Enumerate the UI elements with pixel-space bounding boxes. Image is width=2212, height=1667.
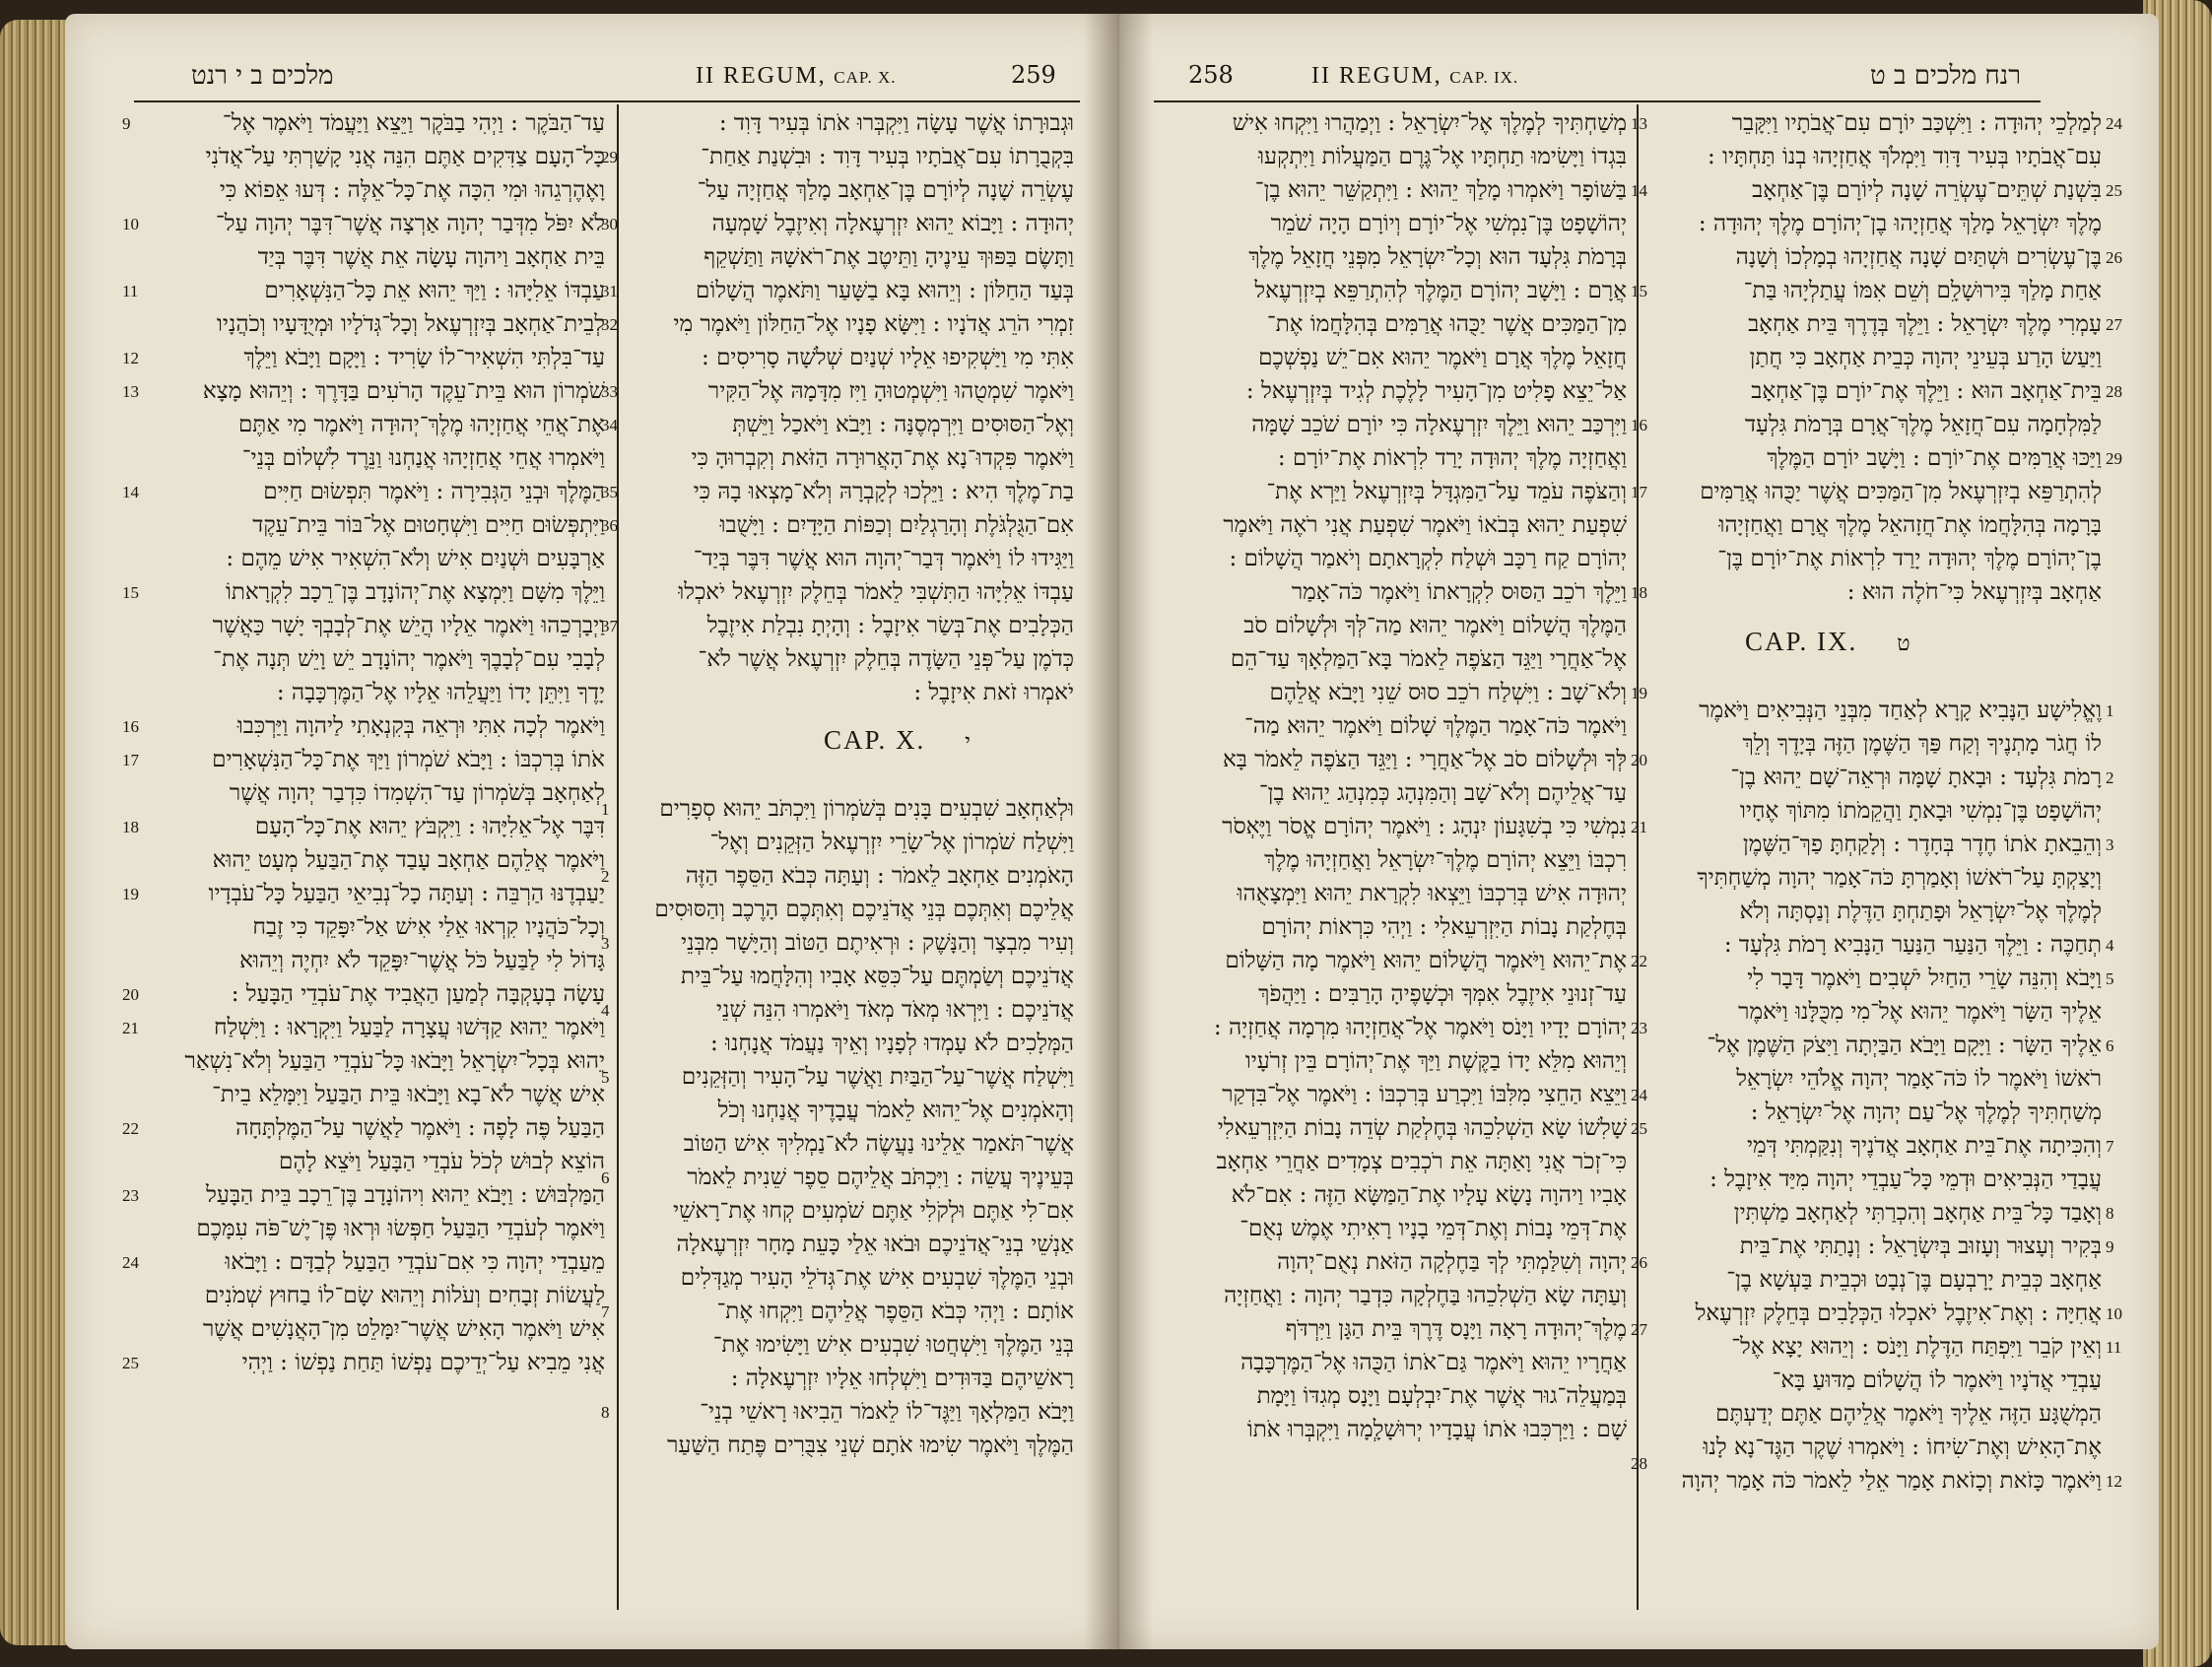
text-line: וַיַּכּוּ אֲרַמִּים אֶת־יוֹרָם : וַיָּשָׁב יוֹרָם הַמֶּלֶךְ <box>1767 445 2102 471</box>
verse-number: 31 <box>601 282 618 300</box>
text-line: זִמְרִי הֹרֵג אֲדֹנָיו : וַיִּשָּׂא פָנָיו אֶל־הַחַלּוֹן וַיֹּאמֶר מִי <box>673 311 1074 337</box>
text-line: מֶלֶךְ יִשְׂרָאֵל מָלַךְ אֲחַזְיָהוּ בֶן־יְהוֹרָם מֶלֶךְ יְהוּדָה : <box>1698 211 2102 236</box>
text-line: כִּי־זְכֹר אֲנִי וָאַתָּה אֵת רֹכְבִים צְמָדִים אַחֲרֵי אַחְאָב <box>1216 1149 1627 1174</box>
text-line: הַבַּעַל פֶּה לָפֶה : וַיֹּאמֶר לַאֲשֶׁר עַל־הַמֶּלְתָּחָה <box>235 1115 605 1141</box>
verse-number: 7 <box>2106 1137 2114 1156</box>
verse-number: 34 <box>601 416 618 434</box>
verse-number: 19 <box>122 885 139 903</box>
text-line: בֵּית אַחְאָב וַיהוָה עָשָׂה אֵת אֲשֶׁר דִּבֶּר בְּיַד <box>257 244 605 270</box>
text-line: מֶלֶךְ־יְהוּדָה רָאָה וַיָּנָס דֶּרֶךְ בֵּית הַגָּן וַיִּרְדֹּף <box>1285 1316 1627 1342</box>
text-line: אַחְאָב כְּבֵית יָרָבְעָם בֶּן־נְבָט וּכְבֵית בַּעְשָׁא בֶן־ <box>1726 1267 2102 1293</box>
right-page-number: 258 <box>1188 61 1234 89</box>
verse-number: 18 <box>1631 583 1647 602</box>
verse-number: 25 <box>1631 1119 1647 1138</box>
text-line: הַמְּלָכִים לֹא עָמְדוּ לְפָנָיו וְאֵיךְ נַעֲמֹד אֲנָחְנוּ : <box>710 1031 1074 1056</box>
text-line: הַמֶּלֶךְ הֲשָׁלוֹם וַיֹּאמֶר יֵהוּא מַה־לְּךָ וּלְשָׁלוֹם סֹב <box>1243 613 1627 638</box>
left-chapter-hebrew-mark: י <box>965 730 973 755</box>
left-header-hebrew-text: מלכים ב י רנט <box>191 61 334 91</box>
verse-number: 13 <box>122 382 139 401</box>
text-line: וַאֲחַזְיָה מֶלֶךְ יְהוּדָה יָרַד לִרְאוֹת אֶת־יוֹרָם : <box>1277 445 1627 471</box>
text-line: בִּקְבֻרָתוֹ עִם־אֲבֹתָיו בְּעִיר דָּוִד : וּבִשְׁנַת אַחַת־ <box>701 144 1074 169</box>
left-chapter-heading <box>824 725 972 756</box>
text-line: לַמִּלְחָמָה עִם־חֲזָאֵל מֶלֶךְ־אֲרָם בְּרָמֹת גִּלְעָד <box>1744 412 2102 437</box>
text-line: יַעַבְדֶנּוּ הַרְבֵּה : וְעַתָּה כָל־נְבִיאֵי הַבַּעַל כָּל־עֹבְדָיו <box>208 881 605 906</box>
text-line: יְהוּדָה : וַיָּבוֹא יֵהוּא יִזְרְעֶאלָה וְאִיזֶבֶל שָׁמְעָה <box>711 211 1074 236</box>
verse-number: 9 <box>2106 1237 2114 1256</box>
text-line: וַיֹּאמֶר שִׁמְטֻהוּ וַיִּשְׁמְטוּהָ וַיִּז מִדָּמָהּ אֶל־הַקִּיר <box>707 378 1074 404</box>
text-line: וַיֹּאמְרוּ אֲחֵי אֲחַזְיָהוּ אֲנַחְנוּ וַנֵּרֶד לִשְׁלוֹם בְּנֵי־ <box>241 445 605 471</box>
text-line: עַד־הַבֹּקֶר : וַיְהִי בַבֹּקֶר וַיֵּצֵא וַיַּעֲמֹד וַיֹּאמֶר אֶל־ <box>222 110 605 136</box>
verse-number: 15 <box>1631 282 1647 300</box>
text-line: שֹׁמְרוֹן הוּא בֵּית־עֵקֶד הָרֹעִים בַּדָּרֶךְ : וְיֵהוּא מָצָא <box>202 378 605 404</box>
text-line: וַיִּשְׁלַח שֹׁמְרוֹן אֶל־שָׂרֵי יִזְרְעֶאל הַזְּקֵנִים וְאֶל־ <box>709 830 1074 855</box>
verse-number: 33 <box>601 382 618 401</box>
verse-number: 23 <box>122 1186 139 1205</box>
text-line: גָּדוֹל לִי לַבַּעַל כֹּל אֲשֶׁר־יִפָּקֵד לֹא יִחְיֶה וְיֵהוּא <box>239 948 605 973</box>
text-line: הַמֶּלֶךְ וּבְנֵי הַגְּבִירָה : וַיֹּאמֶר תִּפְשׂוּם חַיִּים <box>263 479 605 504</box>
text-line: אֶת־דְּמֵי נָבוֹת וְאֶת־דְּמֵי בָנָיו רָאִיתִי אֶמֶשׁ נְאֻם־ <box>1240 1216 1627 1241</box>
verse-number: 14 <box>1631 181 1647 200</box>
verse-number: 26 <box>2106 248 2122 267</box>
text-line: וַיִּרְכַּב יֵהוּא וַיֵּלֶךְ יִזְרְעֶאלָה כִּי יוֹרָם שֹׁכֵב שָׁמָּה <box>1251 412 1627 437</box>
text-line: וַיֵּצֵא הַחֵצִי מִלִּבּוֹ וַיִּכְרַע בְּרִכְבּוֹ : וַיֹּאמֶר אֶל־בִּדְקַר <box>1222 1082 1627 1107</box>
verse-number: 27 <box>2106 315 2122 334</box>
verse-number: 25 <box>122 1354 139 1372</box>
right-header-cap: CAP. IX. <box>1449 68 1519 87</box>
verse-number: 24 <box>122 1253 139 1272</box>
text-line: עָמְרִי מֶלֶךְ יִשְׂרָאֵל : וַיֵּלֶךְ בְּדֶרֶךְ בֵּית אַחְאָב <box>1748 311 2102 337</box>
text-line: נִמְשִׁי כִּי בְשִׁגָּעוֹן יִנְהָג : וַיֹּאמֶר יְהוֹרָם אֱסֹר וַיֶּאְסֹר <box>1222 814 1627 839</box>
text-line: אֶל־אַחֲרָי וַיַּגֵּד הַצֹּפֶה לֵאמֹר בָּא־הַמַּלְאָךְ עַד־הֵם <box>1230 646 1627 672</box>
verse-number: 20 <box>122 985 139 1004</box>
text-line: אִם־לִי אַתֶּם וּלְקֹלִי אַתֶּם שֹׁמְעִים קְחוּ אֶת־רָאשֵׁי <box>673 1198 1074 1224</box>
left-header-title <box>696 61 972 100</box>
text-line: יֹאמְרוּ זֹאת אִיזָבֶל : <box>913 680 1074 705</box>
verse-number: 32 <box>601 315 618 334</box>
verse-number: 26 <box>1631 1253 1647 1272</box>
verse-number: 4 <box>2106 936 2114 955</box>
right-header-rule <box>1154 100 2041 102</box>
text-line: וְהַצֹּפֶה עֹמֵד עַל־הַמִּגְדָּל בְּיִזְרְעֶאל וַיַּרְא אֶת־ <box>1266 479 1627 504</box>
text-line: וְהָאֹמְנִים אֶל־יֵהוּא לֵאמֹר עֲבָדֶיךָ אֲנַחְנוּ וְכֹל <box>717 1098 1074 1123</box>
verse-number: 16 <box>122 717 139 736</box>
verse-number: 10 <box>2106 1304 2122 1323</box>
text-line: אֲדֹנֵיכֶם וְשַׂמְתֶּם עַל־כִּסֵּא אָבִיו וְהִלָּחֲמוּ עַל־בֵּית <box>681 964 1074 989</box>
verse-number: 21 <box>1631 818 1647 836</box>
text-line: אוֹתָם : וַיְהִי כְּבֹא הַסֵּפֶר אֲלֵיהֶם וַיִּקְחוּ אֶת־ <box>716 1299 1074 1324</box>
text-line: עֲבָדַי הַנְּבִיאִים וּדְמֵי כָּל־עַבְדֵי יְהוָה מִיַּד אִיזָבֶל : <box>1709 1167 2102 1192</box>
right-inner-column <box>1164 106 1627 1584</box>
text-line: שָׁם : וַיַּרְכִּבוּ אֹתוֹ עֲבָדָיו יְרוּשָׁלְָמָה וַיִּקְבְּרוּ אֹתוֹ <box>1246 1417 1627 1442</box>
text-line: וַיֹּאמֶר פִּקְדוּ־נָא אֶת־הָאֲרוּרָה הַזֹּאת וְקִבְרוּהָ כִּי <box>691 445 1074 471</box>
text-line: עַד־זְנוּנֵי אִיזֶבֶל אִמְּךָ וּכְשָׁפֶיהָ הָרַבִּים : וַיַּהֲפֹךְ <box>1258 981 1627 1007</box>
text-line: דִּבֶּר אֶל־אֵלִיָּהוּ : וַיִּקְבֹּץ יֵהוּא אֶת־כָּל־הָעָם <box>254 814 605 839</box>
text-line: וְאָבַד כָּל־בֵּית אַחְאָב וְהִכְרַתִּי לְאַחְאָב מַשְׁתִּין <box>1733 1200 2102 1226</box>
text-line: תְחַכֶּה : וַיֵּלֶךְ הַנַּעַר הַנַּעַר הַנָּבִיא רָמֹת גִּלְעָד : <box>1723 932 2102 958</box>
verse-number: 25 <box>2106 181 2122 200</box>
right-column-divider <box>1637 104 1639 1610</box>
text-line: יְהוָה וְשִׁלַּמְתִּי לְךָ בַּחֶלְקָה הַזֹּאת נְאֻם־יְהוָה <box>1277 1249 1627 1275</box>
verse-number: 2 <box>2106 768 2114 787</box>
text-line: רִכְבּוֹ וַיֵּצֵא יְהוֹרָם מֶלֶךְ־יִשְׂרָאֵל וַאֲחַזְיָהוּ מֶלֶךְ <box>1264 847 1627 873</box>
text-line: וַתָּשֶׂם בַּפּוּךְ עֵינֶיהָ וַתֵּיטֶב אֶת־רֹאשָׁהּ וַתַּשְׁקֵף <box>704 244 1074 270</box>
text-line: וְכָל־כֹּהֲנָיו קִרְאוּ אֵלַי אִישׁ אַל־יִפָּקֵד כִּי זֶבַח <box>252 914 605 940</box>
verse-number: 24 <box>1631 1086 1647 1104</box>
verse-number: 30 <box>601 215 618 233</box>
verse-number: 16 <box>1631 416 1647 434</box>
text-line: אֵלֶיךָ הַשָּׂר וַיֹּאמֶר יֵהוּא אֶל־מִי מִכֻּלָּנוּ וַיֹּאמֶר <box>1738 999 2102 1025</box>
text-line: וְאֶל־הַסּוּסִים וַיִּרְמְסֶנָּה : וַיָּבֹא וַיֹּאכַל וַיֵּשְׁתְּ <box>732 412 1074 437</box>
left-inner-column-top <box>629 106 1074 717</box>
text-line: אֲנִי מֵבִיא עַל־יְדֵיכֶם נַפְשׁוֹ תַּחַת נַפְשׁוֹ : וַיְהִי <box>241 1350 605 1375</box>
text-line: אִישׁ וַיֹּאמֶר הָאִישׁ אֲשֶׁר־יִמָּלֵט מִן־הָאֲנָשִׁים אֲשֶׁר <box>202 1316 605 1342</box>
text-line: אֵלֶיךָ הַשָּׂר : וַיָּקָם וַיָּבֹא הַבַּיְתָה וַיִּצֹק הַשֶּׁמֶן אֶל־ <box>1707 1033 2102 1058</box>
text-line: אֲרָם : וַיָּשָׁב יְהוֹרָם הַמֶּלֶךְ לְהִתְרַפֵּא בְיִזְרְעֶאל <box>1254 278 1627 303</box>
verse-number: 36 <box>601 516 618 535</box>
text-line: בֶּן־עֶשְׂרִים וּשְׁתַּיִם שָׁנָה אֲחַזְיָהוּ בְמָלְכוֹ וְשָׁנָה <box>1735 244 2102 270</box>
text-line: וַיַּעַשׂ הָרַע בְּעֵינֵי יְהוָה כְּבֵית אַחְאָב כִּי חֲתַן <box>1749 345 2102 370</box>
text-line: וַיִּתְפְּשׂוּם חַיִּים וַיִּשְׁחָטוּם אֶל־בּוֹר בֵּית־עֵקֶד <box>252 512 605 538</box>
text-line: שָׁלִשׁוֹ שָׂא הַשְׁלִכֵהוּ בְּחֶלְקַת שְׂדֵה נָבוֹת הַיִּזְרְעֵאלִי <box>1217 1115 1627 1141</box>
text-line: עֶשְׂרֵה שָׁנָה לְיוֹרָם בֶּן־אַחְאָב מָלַךְ אֲחַזְיָה עַל־ <box>697 177 1074 203</box>
text-line: אָבִיו וַיהוָה נָשָׂא עָלָיו אֶת־הַמַּשָּׂא הַזֶּה : אִם־לֹא <box>1231 1182 1627 1208</box>
verse-number: 17 <box>1631 483 1647 501</box>
text-line: וַיֵּלֶךְ מִשָּׁם וַיִּמְצָא אֶת־יְהוֹנָדָב בֶּן־רֵכָב לִקְרָאתוֹ <box>225 579 605 605</box>
right-header-hebrew-text: רנח מלכים ב ט <box>1870 61 2021 91</box>
text-line: וּגְבוּרָתוֹ אֲשֶׁר עָשָׂה וַיִּקְבְּרוּ אֹתוֹ בְּעִיר דָּוִד : <box>718 110 1074 136</box>
right-header-hebrew <box>1804 61 2021 100</box>
text-line: לְהִתְרַפֵּא בְיִזְרְעֶאל מִן־הַמַּכִּים אֲשֶׁר יַכֻּהוּ אֲרַמִּים <box>1700 479 2102 504</box>
verse-number: 3 <box>601 934 610 953</box>
text-line: וְיֵהוּא מִלֵּא יָדוֹ בַקֶּשֶׁת וַיַּךְ אֶת־יְהוֹרָם בֵּין זְרֹעָיו <box>1244 1048 1627 1074</box>
text-line: וְעַתָּה שָׂא הַשְׁלִכֵהוּ בַּחֶלְקָה כִּדְבַר יְהוָה : וַאֲחַזְיָה <box>1224 1283 1627 1308</box>
verse-number: 22 <box>1631 952 1647 970</box>
verse-number: 5 <box>2106 969 2114 988</box>
text-line: וַיֹּאמֶר כָּזֹאת וְכָזֹאת אָמַר אֵלַי לֵאמֹר כֹּה אָמַר יְהוָה <box>1681 1468 2102 1494</box>
text-line: אֹתוֹ בְּרִכְבּוֹ : וַיָּבֹא שֹׁמְרוֹן וַיַּךְ אֶת־כָּל־הַנִּשְׁאָרִים <box>212 747 605 772</box>
text-line: הַמַּלְבּוּשׁ : וַיָּבֹא יֵהוּא וִיהוֹנָדָב בֶּן־רֵכָב בֵּית הַבָּעַל <box>206 1182 605 1208</box>
verse-number: 37 <box>601 617 618 635</box>
verse-number: 19 <box>1631 684 1647 702</box>
text-line: וַיַּגִּידוּ לוֹ וַיֹּאמֶר דְּבַר־יְהוָה הוּא אֲשֶׁר דִּבֶּר בְּיַד־ <box>693 546 1074 571</box>
text-line: בְּרָמֹת גִּלְעָד הוּא וְכָל־יִשְׂרָאֵל מִפְּנֵי חֲזָאֵל מֶלֶךְ <box>1248 244 1627 270</box>
text-line: וַיֹּאמֶר לְעֹבְדֵי הַבַּעַל חַפְּשׂוּ וּרְאוּ פֶּן־יֶשׁ־פֹּה עִמָּכֶם <box>196 1216 605 1241</box>
verse-number: 23 <box>1631 1019 1647 1037</box>
verse-number: 8 <box>2106 1204 2114 1223</box>
verse-number: 29 <box>601 148 618 167</box>
text-line: וַיֹּאמֶר כֹּה־אָמַר הַמֶּלֶךְ שָׁלוֹם וַיֹּאמֶר יֵהוּא מַה־ <box>1244 713 1627 739</box>
text-line: בַּשּׁוֹפָר וַיֹּאמְרוּ מָלַךְ יֵהוּא : וַיִּתְקַשֵּׁר יֵהוּא בֶן־ <box>1254 177 1627 203</box>
text-line: בְּקִיר וְעָצוּר וְעָזוּב בְּיִשְׂרָאֵל : וְנָתַתִּי אֶת־בֵּית <box>1739 1234 2102 1259</box>
verse-number: 29 <box>2106 449 2122 468</box>
text-line: יְהוּדָה אִישׁ בְּרִכְבּוֹ וַיֵּצְאוּ לִקְרַאת יֵהוּא וַיִּמְצָאֻהוּ <box>1237 881 1627 906</box>
right-outer-column-top <box>1648 106 2102 619</box>
left-page-number: 259 <box>1011 61 1056 89</box>
text-line: וַיֵּלֶךְ רֹכֵב הַסּוּס לִקְרָאתוֹ וַיֹּאמֶר כֹּה־אָמַר <box>1291 579 1627 605</box>
text-line: שִׁפְעַת יֵהוּא בְּבֹאוֹ וַיֹּאמֶר שִׁפְעַת אֲנִי רֹאֶה וַיֹּאמֶר <box>1223 512 1627 538</box>
verse-number: 20 <box>1631 751 1647 769</box>
text-line: יְהוֹרָם יָדָיו וַיָּנֹס וַיֹּאמֶר אֶל־אֲחַזְיָהוּ מִרְמָה אֲחַזְיָה : <box>1213 1015 1627 1040</box>
left-inner-column-bottom <box>629 792 1074 1472</box>
text-line: בְּחֶלְקַת נָבוֹת הַיִּזְרְעֵאלִי : וַיְהִי כִּרְאוֹת יְהוֹרָם <box>1261 914 1627 940</box>
text-line: עַבְדּוֹ אֵלִיָּהוּ : וַיַּךְ יֵהוּא אֵת כָּל־הַנִּשְׁאָרִים <box>264 278 605 303</box>
text-line: רֹאשׁוֹ וַיֹּאמֶר לוֹ כֹּה־אָמַר יְהוָה אֱלֹהֵי יִשְׂרָאֵל <box>1736 1066 2102 1092</box>
text-line: עִם־אֲבֹתָיו בְּעִיר דָּוִד וַיִּמְלֹךְ אֲחַזְיָהוּ בְנוֹ תַּחְתָּיו : <box>1708 144 2102 169</box>
text-line: לְמַלְכֵי יְהוּדָה : וַיִּשְׁכַּב יוֹרָם עִם־אֲבֹתָיו וַיִּקָּבֵר <box>1731 110 2102 136</box>
text-line: אִישׁ אֲשֶׁר לֹא־בָא וַיָּבֹאוּ בֵּית הַבַּעַל וַיִּמָּלֵא בֵית־ <box>212 1082 605 1107</box>
text-line: בְּמַעֲלֵה־גוּר אֲשֶׁר אֶת־יִבְלְעָם וַיָּנָס מְגִדּוֹ וַיָּמָת <box>1256 1383 1627 1409</box>
text-line: עָשָׂה בְעָקְבָּה לְמַעַן הַאֲבִיד אֶת־עֹבְדֵי הַבָּעַל : <box>231 981 605 1007</box>
text-line: וּבְנֵי הַמֶּלֶךְ שִׁבְעִים אִישׁ אֶת־גְּדֹלֵי הָעִיר מְגַדְּלִים <box>680 1265 1074 1291</box>
text-line: לֹא יִפֹּל מִדְּבַר יְהוָה אַרְצָה אֲשֶׁר־דִּבֶּר יְהוָה עַל־ <box>216 211 605 236</box>
text-line: עַד־בִּלְתִּי הִשְׁאִיר־לוֹ שָׂרִיד : וַיָּקָם וַיָּבֹא וַיֵּלֶךְ <box>243 345 605 370</box>
text-line: אֲשֶׁר־תֹּאמַר אֵלֵינוּ נַעֲשֶׂה לֹא־נַמְלִיךְ אִישׁ הַטּוֹב <box>683 1131 1074 1157</box>
text-line: הוֹצֵא לְבוּשׁ לְכֹל עֹבְדֵי הַבָּעַל וַיֹּצֵא לָהֶם <box>279 1149 605 1174</box>
text-line: אֲלֵיכֶם וְאִתְּכֶם בְּנֵי אֲדֹנֵיכֶם וְאִתְּכֶם הָרֶכֶב וְהַסּוּסִים <box>654 897 1074 922</box>
left-header-hebrew <box>191 61 388 100</box>
text-line: בְּעֵינֶיךָ עֲשֵׂה : וַיִּכְתֹּב אֲלֵיהֶם סֵפֶר שֵׁנִית לֵאמֹר <box>687 1165 1074 1190</box>
text-line: חֲזָאֵל מֶלֶךְ אֲרָם וַיֹּאמֶר יֵהוּא אִם־יֵשׁ נַפְשְׁכֶם <box>1258 345 1627 370</box>
verse-number: 18 <box>122 818 139 836</box>
text-line: אַחֲרָיו יֵהוּא וַיֹּאמֶר גַּם־אֹתוֹ הַכֻּהוּ אֶל־הַמֶּרְכָּבָה <box>1240 1350 1627 1375</box>
text-line: וַיֹּאמֶר לְכָה אִתִּי וּרְאֵה בְּקִנְאָתִי לַיהוָה וַיַּרְכִּבוּ <box>236 713 605 739</box>
text-line: לְבֵית־אַחְאָב בְּיִזְרְעֶאל וְכָל־גְּדֹלָיו וּמְיֻדָּעָיו וְכֹהֲנָיו <box>217 311 605 337</box>
text-line: בַת־מֶלֶךְ הִיא : וַיֵּלְכוּ לְקָבְרָהּ וְלֹא־מָצְאוּ בָהּ כִּי <box>693 479 1074 504</box>
text-line: וְיָצַקְתָּ עַל־רֹאשׁוֹ וְאָמַרְתָּ כֹּה־אָמַר יְהוָה מְשַׁחְתִּיךָ <box>1697 865 2102 891</box>
text-line: וְאֵין קֹבֵר וַיִּפְתַּח הַדֶּלֶת וַיָּנֹס : וְיֵהוּא יָצָא אֶל־ <box>1731 1334 2102 1360</box>
verse-number: 28 <box>2106 382 2122 401</box>
right-header-title <box>1311 61 1607 100</box>
verse-number: 2 <box>601 867 610 886</box>
verse-number: 28 <box>1631 1454 1647 1473</box>
verse-number: 15 <box>122 583 139 602</box>
text-line: אֶת־יֵהוּא וַיֹּאמֶר הֲשָׁלוֹם יֵהוּא וַיֹּאמֶר מָה הַשָּׁלוֹם <box>1225 948 1627 973</box>
text-line: לַעֲשׂוֹת זְבָחִים וְעֹלוֹת וְיֵהוּא שָׂם־לוֹ בַחוּץ שְׁמֹנִים <box>204 1283 605 1308</box>
text-line: אַל־יֵצֵא פָלִיט מִן־הָעִיר לָלֶכֶת לְגִיד בְּיִזְרְעֶאל : <box>1245 378 1627 404</box>
verse-number: 8 <box>601 1403 610 1422</box>
text-line: אַנְשֵׁי בְנֵי־אֲדֹנֵיכֶם וּבֹאוּ אֵלַי כָּעֵת מָחָר יִזְרְעֶאלָה <box>676 1232 1074 1257</box>
text-line: וֶאֱלִישָׁע הַנָּבִיא קָרָא לְאַחַד מִבְּנֵי הַנְּבִיאִים וַיֹּאמֶר <box>1699 698 2102 723</box>
right-chapter-heading-text: CAP. IX. <box>1745 627 1858 656</box>
text-line: יְהוֹשָׁפָט בֶּן־נִמְשִׁי אֶל־יוֹרָם וְיוֹרָם הָיָה שֹׁמֵר <box>1270 211 1627 236</box>
text-line: כְּדֹמֶן עַל־פְּנֵי הַשָּׂדֶה בְּחֵלֶק יִזְרְעֶאל אֲשֶׁר לֹא־ <box>698 646 1074 672</box>
text-line: וְהִכִּיתָה אֶת־בֵּית אַחְאָב אֲדֹנֶיךָ וְנִקַּמְתִּי דְּמֵי <box>1746 1133 2102 1159</box>
text-line: בֵּית־אַחְאָב הוּא : וַיֵּלֶךְ אֶת־יוֹרָם בֶּן־אַחְאָב <box>1751 378 2102 404</box>
text-line: עַד־אֲלֵיהֶם וְלֹא־שָׁב וְהַמִּנְהָג כְּמִנְהַג יֵהוּא בֶן־ <box>1258 780 1627 806</box>
verse-number: 35 <box>601 483 618 501</box>
verse-number: 7 <box>601 1302 610 1321</box>
text-line: וַיִּשְׁלַח אֲשֶׁר־עַל־הַבַּיִת וַאֲשֶׁר עַל־הָעִיר וְהַזְּקֵנִים <box>681 1064 1074 1090</box>
text-line: וְהֵבֵאתָ אֹתוֹ חֶדֶר בְּחָדֶר : וְלָקַחְתָּ פַךְ־הַשֶּׁמֶן <box>1742 832 2102 857</box>
text-line: וַיְבָרְכֵהוּ וַיֹּאמֶר אֵלָיו הֲיֵשׁ אֶת־לְבָבְךָ יָשָׁר כַּאֲשֶׁר <box>212 613 605 638</box>
text-line: וְלֹא־שָׁב : וַיִּשְׁלַח רֹכֵב סוּס שֵׁנִי וַיָּבֹא אֲלֵהֶם <box>1269 680 1627 705</box>
text-line: לוֹ חֲגֹר מָתְנֶיךָ וְקַח פַּךְ הַשֶּׁמֶן הַזֶּה בְּיָדֶךָ וְלֵךְ <box>1742 731 2102 757</box>
text-line: וּלְאַחְאָב שִׁבְעִים בָּנִים בְּשֹׁמְרוֹן וַיִּכְתֹּב יֵהוּא סְפָרִים <box>659 796 1074 822</box>
verse-number: 21 <box>122 1019 139 1037</box>
text-line: מֵעַבְדֵי יְהוָה כִּי אִם־עֹבְדֵי הַבַּעַל לְבַדָּם : וַיָּבֹאוּ <box>225 1249 605 1275</box>
verse-number: 13 <box>1631 114 1647 133</box>
verse-number: 11 <box>2106 1338 2122 1357</box>
verse-number: 22 <box>122 1119 139 1138</box>
verse-number: 11 <box>122 282 139 300</box>
verse-number: 9 <box>122 114 131 133</box>
text-line: מְשַׁחְתִּיךָ לְמֶלֶךְ אֶל־עַם יְהוָה אֶל־יִשְׂרָאֵל : <box>1750 1100 2102 1125</box>
text-line: רָאשֵׁיהֶם בַּדּוּדִים וַיִּשְׁלְחוּ אֵלָיו יִזְרְעֶאלָה : <box>730 1366 1074 1391</box>
text-line: אַחְאָב בְּיִזְרְעֶאל כִּי־חֹלֶה הוּא : <box>1846 579 2102 605</box>
verse-number: 1 <box>601 800 610 819</box>
text-line: אֶת־אֲחֵי אֲחַזְיָהוּ מֶלֶךְ־יְהוּדָה וַיֹּאמֶר מִי אַתֶּם <box>237 412 605 437</box>
text-line: אִם־הַגֻּלְגֹּלֶת וְהָרַגְלַיִם וְכַפּוֹת הַיָּדָיִם : וַיָּשֻׁבוּ <box>719 512 1074 538</box>
right-chapter-heading <box>1745 627 1912 657</box>
text-line: עַבְדֵי אֲדֹנָיו וַיֹּאמֶר לוֹ הֲשָׁלוֹם מַדּוּעַ בָּא־ <box>1772 1367 2102 1393</box>
left-header-latin: II REGUM, <box>696 63 827 89</box>
verse-number: 6 <box>2106 1036 2114 1055</box>
left-header-cap: CAP. X. <box>834 68 897 87</box>
text-line: וַיֹּאמֶר אֲלֵהֶם אַחְאָב עָבַד אֶת־הַבַּעַל מְעָט יֵהוּא <box>212 847 605 873</box>
verse-number: 17 <box>122 751 139 769</box>
text-line: בְּעַד הַחַלּוֹן : וְיֵהוּא בָּא בַשָּׁעַר וַתֹּאמֶר הֲשָׁלוֹם <box>696 278 1074 303</box>
verse-number: 24 <box>2106 114 2122 133</box>
text-line: מְשַׁחְתִּיךָ לְמֶלֶךְ אֶל־יִשְׂרָאֵל : וַיְמַהֲרוּ וַיִּקְחוּ אִישׁ <box>1232 110 1627 136</box>
text-line: יֵהוּא בְּכָל־יִשְׂרָאֵל וַיָּבֹאוּ כָּל־עֹבְדֵי הַבַּעַל וְלֹא־נִשְׁאַר <box>184 1048 605 1074</box>
text-line: בְּנֵי הַמֶּלֶךְ וַיִּשְׁחֲטוּ שִׁבְעִים אִישׁ וַיָּשִׂימוּ אֶת־ <box>712 1332 1074 1358</box>
text-line: בֶן־יְהוֹרָם מֶלֶךְ יְהוּדָה יָרַד לִרְאוֹת אֶת־יוֹרָם בֶּן־ <box>1717 546 2102 571</box>
verse-number: 1 <box>2106 701 2114 720</box>
text-line: כָּל־הָעָם צַדִּקִים אַתֶּם הִנֵּה אֲנִי קָשַׁרְתִּי עַל־אֲדֹנִי <box>205 144 605 169</box>
text-line: הַכְּלָבִים אֶת־בְּשַׂר אִיזָבֶל : וְהָיְתָ נִבְלַת אִיזֶבֶל <box>706 613 1074 638</box>
text-line: אֲחִיָּה : וְאֶת־אִיזֶבֶל יֹאכְלוּ הַכְּלָבִים בְּחֵלֶק יִזְרְעֶאל <box>1695 1300 2102 1326</box>
text-line: הַמֶּלֶךְ וַיֹּאמֶר שִׂימוּ אֹתָם שְׁנֵי צִבֻּרִים פֶּתַח הַשַּׁעַר <box>667 1433 1074 1458</box>
verse-number: 5 <box>601 1068 610 1087</box>
text-line: וָאֶהֶרְגֵהוּ וּמִי הִכָּה אֶת־כָּל־אֵלֶּה : דְּעוּ אֵפוֹא כִּי <box>219 177 605 203</box>
verse-number: 4 <box>601 1001 610 1020</box>
verse-number: 10 <box>122 215 139 233</box>
verse-number: 3 <box>2106 835 2114 854</box>
verse-number: 12 <box>122 349 139 367</box>
text-line: יְהוֹרָם קַח רַכָּב וּשְׁלַח לִקְרָאתָם וְיֹאמַר הֲשָׁלוֹם : <box>1229 546 1627 571</box>
right-header-latin: II REGUM, <box>1311 63 1442 89</box>
text-line: וַיָּבֹא וְהִנֵּה שָׂרֵי הַחַיִל יֹשְׁבִים וַיֹּאמֶר דָּבָר לִי <box>1747 966 2102 991</box>
right-outer-column-bottom <box>1648 694 2102 1541</box>
text-line: אֲדֹנֵיכֶם : וַיִּרְאוּ מְאֹד מְאֹד וַיֹּאמְרוּ הִנֵּה שְׁנֵי <box>715 997 1074 1023</box>
text-line: לְאַחְאָב בְּשֹׁמְרוֹן עַד־הִשְׁמִדוֹ כִּדְבַר יְהוָה אֲשֶׁר <box>229 780 605 806</box>
right-chapter-hebrew-mark: ט <box>1897 632 1912 656</box>
text-line: בִּגְדוֹ וַיָּשִׂימוּ תַחְתָּיו אֶל־גֶּרֶם הַמַּעֲלוֹת וַיִּתְקְעוּ <box>1258 144 1627 169</box>
verse-number: 27 <box>1631 1320 1647 1339</box>
left-chapter-heading-text: CAP. X. <box>824 725 926 755</box>
verse-number: 14 <box>122 483 139 501</box>
verse-number: 12 <box>2106 1472 2122 1491</box>
text-line: וְעִיר מִבְצָר וְהַנָּשֶׁק : וּרְאִיתֶם הַטּוֹב וְהַיָּשָׁר מִבְּנֵי <box>681 930 1074 956</box>
left-outer-column <box>150 106 605 1387</box>
verse-number: 6 <box>601 1168 610 1187</box>
text-line: אִתִּי מִי וַיַּשְׁקִיפוּ אֵלָיו שְׁנַיִם שְׁלֹשָׁה סָרִיסִים : <box>702 345 1074 370</box>
text-line: לְמֶלֶךְ אֶל־יִשְׂרָאֵל וּפָתַחְתָּ הַדֶּלֶת וְנַסְתָּה וְלֹא <box>1739 899 2102 924</box>
text-line: אַרְבָּעִים וּשְׁנַיִם אִישׁ וְלֹא־הִשְׁאִיר אִישׁ מֵהֶם : <box>226 546 605 571</box>
left-header-rule <box>134 100 1080 102</box>
text-line: בִּשְׁנַת שְׁתֵּים־עֶשְׂרֵה שָׁנָה לְיוֹרָם בֶּן־אַחְאָב <box>1752 177 2102 203</box>
text-line: הַמְשֻׁגָּע הַזֶּה אֵלֶיךָ וַיֹּאמֶר אֲלֵיהֶם אַתֶּם יְדַעְתֶּם <box>1715 1401 2102 1427</box>
text-line: מִן־הַמַּכִּים אֲשֶׁר יַכֻּהוּ אֲרַמִּים בְּהִלָּחֲמוֹ אֶת־ <box>1266 311 1627 337</box>
text-line: הָאֹמְנִים אַחְאָב לֵאמֹר : וְעַתָּה כְּבֹא הַסֵּפֶר הַזֶּה <box>685 863 1074 889</box>
text-line: אַחַת מָלַךְ בִּירוּשָׁלִָם וְשֵׁם אִמּוֹ עֲתַלְיָהוּ בַּת־ <box>1743 278 2102 303</box>
text-line: עַבְדּוֹ אֵלִיָּהוּ הַתִּשְׁבִּי לֵאמֹר בְּחֵלֶק יִזְרְעֶאל יֹאכְלוּ <box>678 579 1074 605</box>
text-line: בָּרָמָה בְּהִלָּחֲמוֹ אֶת־חֲזָהאֵל מֶלֶךְ אֲרָם וַאֲחַזְיָהוּ <box>1718 512 2102 538</box>
left-page <box>65 14 1114 1649</box>
text-line: לְבָבִי עִם־לְבָבֶךָ וַיֹּאמֶר יְהוֹנָדָב יֵשׁ וָיֵשׁ תְּנָה אֶת־ <box>213 646 605 672</box>
text-line: לְּךָ וּלְשָׁלוֹם סֹב אֶל־אַחֲרָי : וַיַּגֵּד הַצֹּפֶה לֵאמֹר בָּא <box>1222 747 1627 772</box>
text-line: רָמֹת גִּלְעָד : וּבָאתָ שָׁמָּה וּרְאֵה־שָׁם יֵהוּא בֶן־ <box>1730 765 2102 790</box>
text-line: וַיָּבֹא הַמַּלְאָךְ וַיַּגֶּד־לוֹ לֵאמֹר הֵבִיאוּ רָאשֵׁי בְנֵי־ <box>700 1399 1074 1425</box>
text-line: וַיֹּאמֶר יֵהוּא קַדְּשׁוּ עֲצָרָה לַבַּעַל וַיִּקְרָאוּ : וַיִּשְׁלַח <box>213 1015 605 1040</box>
text-line: אֶת־הָאִישׁ וְאֶת־שִׂיחוֹ : וַיֹּאמְרוּ שֶׁקֶר הַגֶּד־נָא לָנוּ <box>1703 1434 2102 1460</box>
text-line: יְהוֹשָׁפָט בֶּן־נִמְשִׁי וּבָאתָ וַהֲקֵמֹתוֹ מִתּוֹךְ אֶחָיו <box>1739 798 2102 824</box>
text-line: יָדֶךָ וַיִּתֵּן יָדוֹ וַיַּעֲלֵהוּ אֵלָיו אֶל־הַמֶּרְכָּבָה : <box>276 680 605 705</box>
